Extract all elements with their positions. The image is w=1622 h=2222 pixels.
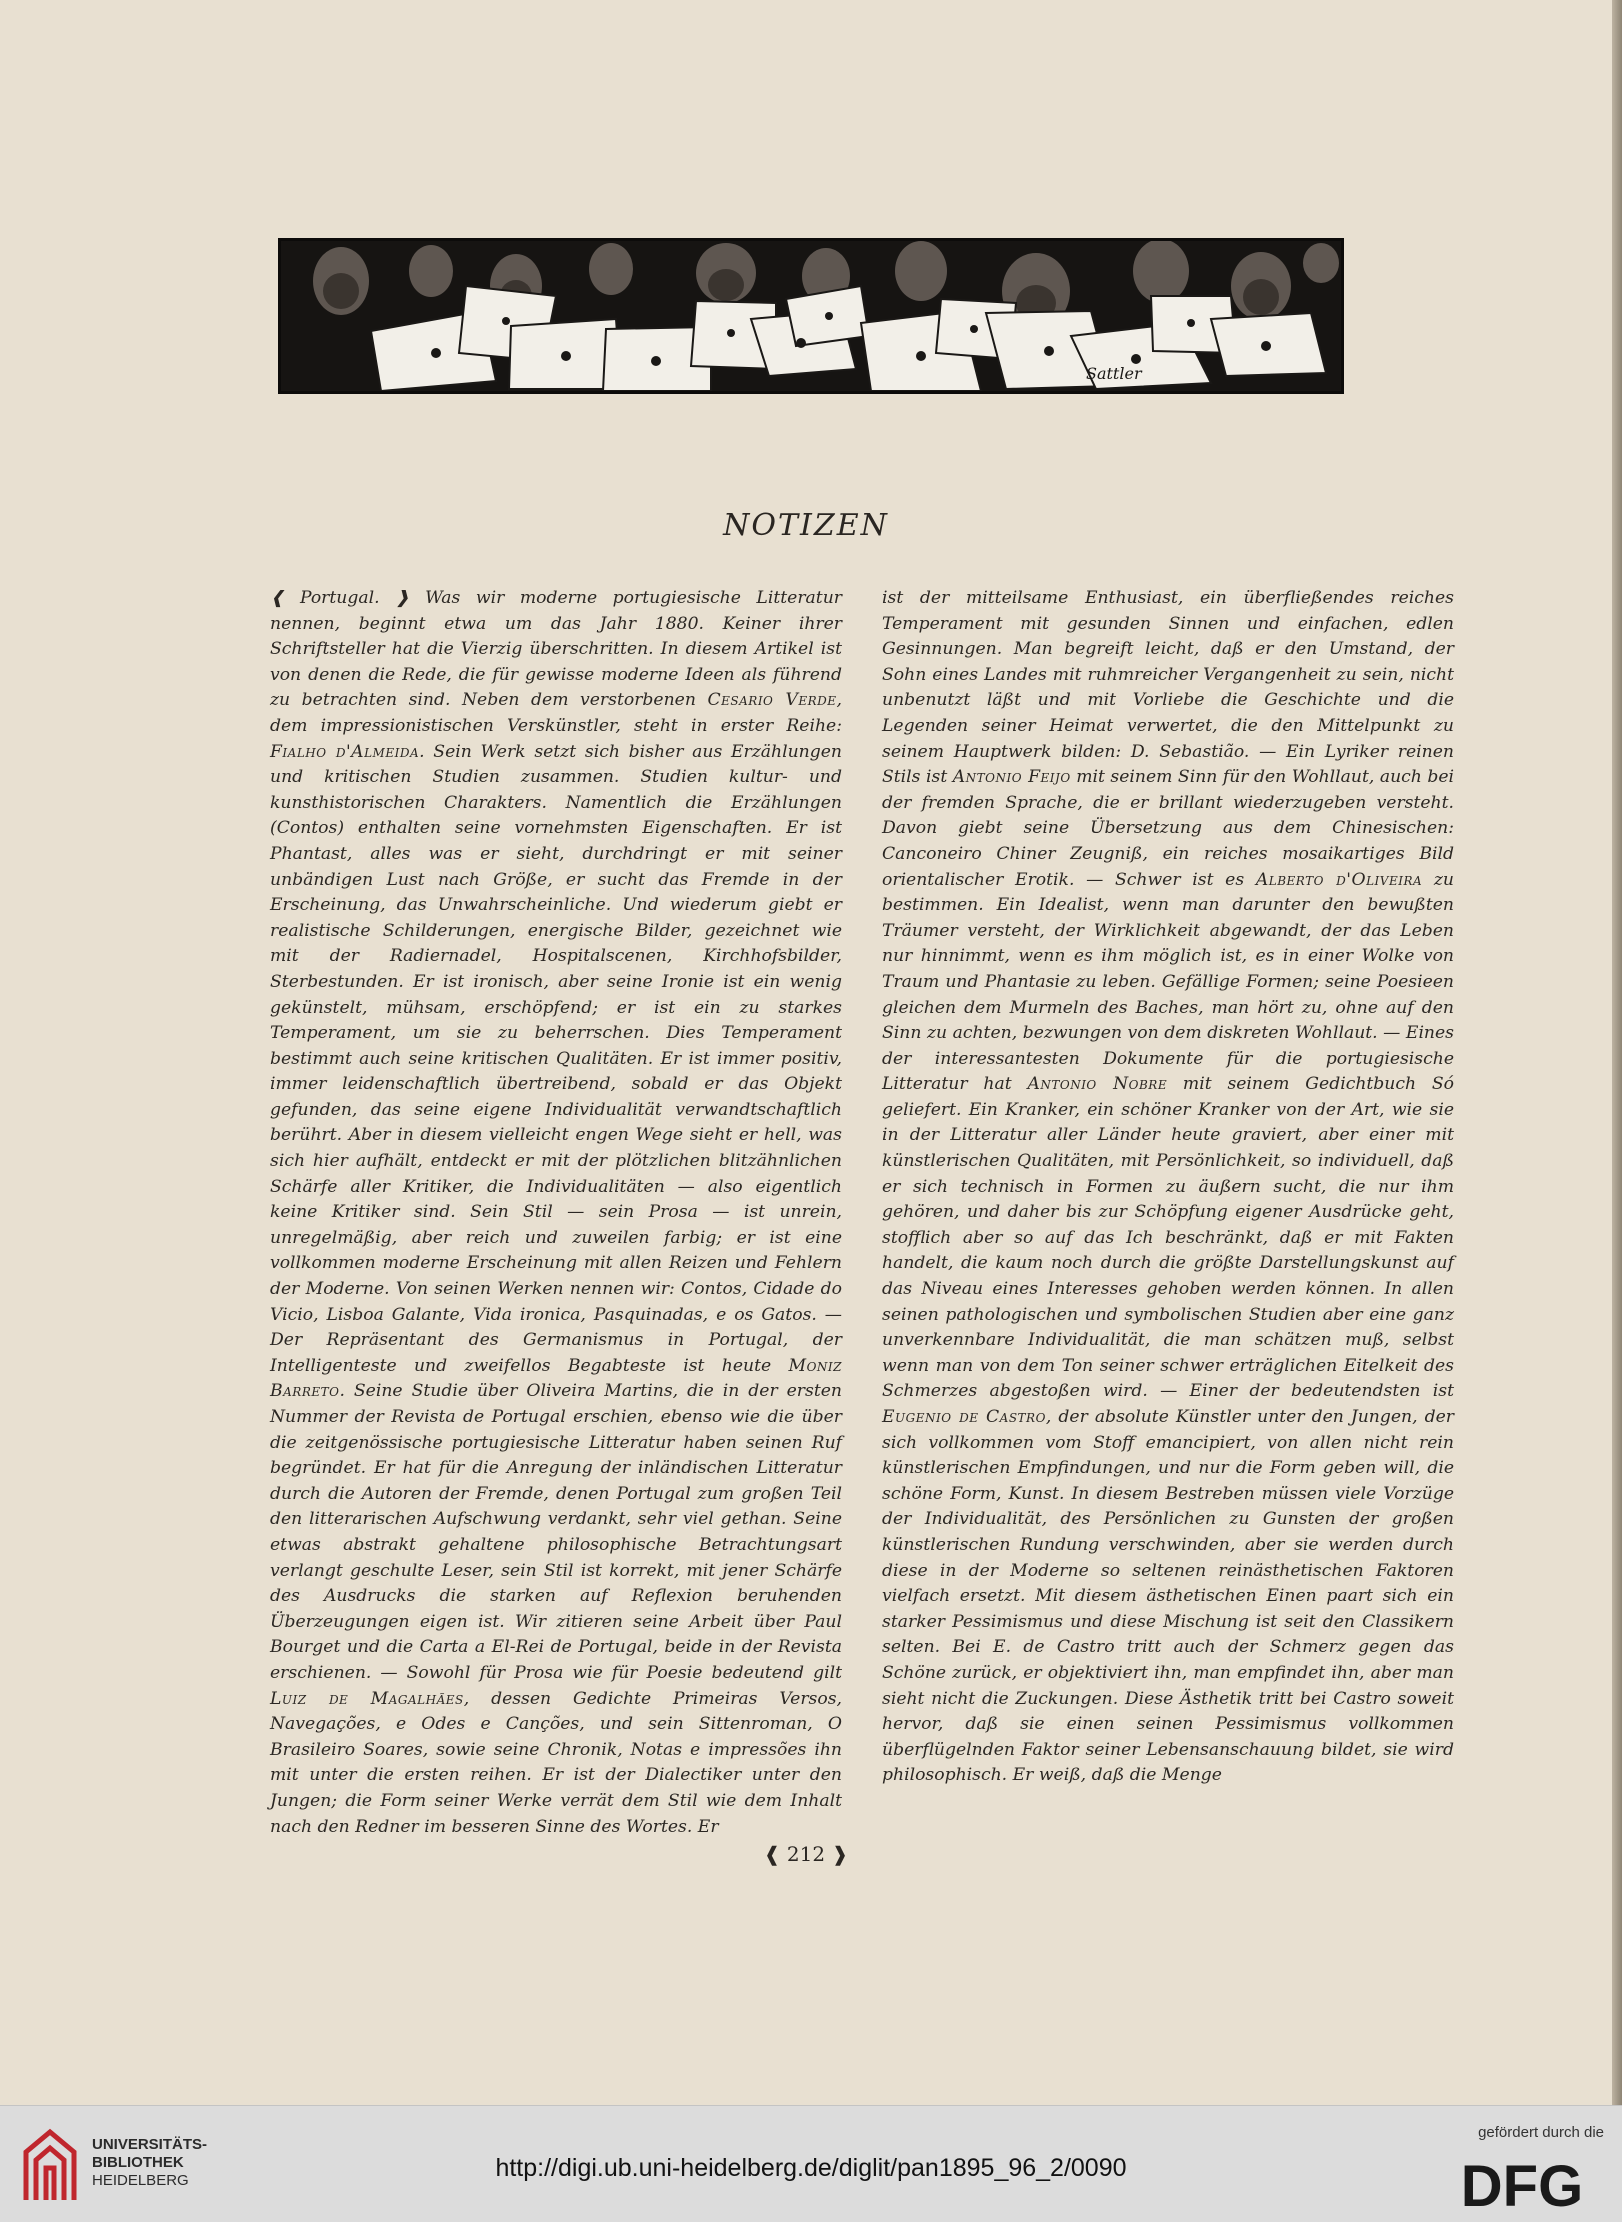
right-column <box>882 586 1454 1789</box>
dfg-logo-icon <box>1442 2156 1602 2212</box>
viewer-footer <box>0 2105 1622 2222</box>
banner-illustration <box>281 241 1341 391</box>
author-name: Cesario Verde <box>707 690 837 711</box>
author-name: Moniz Barreto <box>270 1355 842 1402</box>
author-name: Antonio Nobre <box>1027 1074 1168 1095</box>
author-name: Fialho d'Almeida <box>270 741 420 762</box>
author-name: Alberto d'Oliveira <box>1255 869 1423 890</box>
funding-caption: gefördert durch die <box>1478 2124 1604 2141</box>
university-library-name: UNIVERSITÄTS- BIBLIOTHEK HEIDELBERG <box>92 2136 208 2189</box>
illustrated-banner <box>278 238 1344 394</box>
author-name: Antonio Feijo <box>952 767 1071 788</box>
section-heading: NOTIZEN <box>723 508 889 543</box>
author-name: Luiz de Magalhães <box>270 1688 464 1709</box>
right-column-paragraph: ist der mitteilsame Enthusiast, ein überfließendes reiches Temperament mit gesunden Sinnen und einfachen, edlen Gesinnungen. Man begreift leicht, daß er den Umstand, der Sohn eines Landes mit ruhmreicher Vergangenheit zu sein, nicht unbenutzt läßt und mit Vorliebe die Geschichte und die Legenden seiner Heimat verwertet, die den Mittelpunkt zu seinem Hauptwerk bilden: D. Sebastião. — Ein Lyriker reinen Stils ist Antonio Feijo mit seinem Sinn für den Wohllaut, auch bei der fremden Sprache, die er brillant wiederzugeben versteht. Davon giebt seine Übersetzung aus dem Chinesischen: Canconeiro Chiner Zeugniß, ein reiches mosaikartiges Bild orientalischer Erotik. — Schwer ist es Alberto d'Oliveira zu bestimmen. Ein Idealist, wenn man darunter den bewußten Träumer versteht, der Wirklichkeit abgewandt, der das Leben nur hinnimmt, wenn es ihm möglich ist, es in einer Wolke von Traum und Phantasie zu leben. Gefällige Formen; seine Poesieen gleichen dem Murmeln des Baches, man hört zu, ohne auf den Sinn zu achten, bezwungen von dem diskreten Wohllaut. — Eines der interessantesten Dokumente für die portugiesische Litteratur hat Antonio Nobre mit seinem Gedichtbuch Só geliefert. Ein Kranker, ein schöner Kranker von der Art, wie sie in der Litteratur aller Länder heute graviert, aber einer mit künstlerischen Qualitäten, mit Persönlichkeit, so individuell, daß er sich technisch in Formen zu äußern sucht, die nur ihm gehören, und daher bis zur Schöpfung eigener Ausdrücke geht, stofflich aber so auf das Ich beschränkt, daß er mit Fakten handelt, die kaum noch durch die größte Darstellungskunst auf das Niveau eines Interesses gehoben werden können. In allen seinen pathologischen und symbolischen Studien aber eine ganz unverkennbare Individualität, die man schätzen muß, selbst wenn man von dem Ton seiner schwer erträglichen Eitelkeit des Schmerzes abgestoßen wird. — Einer der bedeutendsten ist Eugenio de Castro, der absolute Künstler unter den Jungen, der sich vollkommen vom Stoff emancipiert, von allen nicht rein künstlerischen Empfindungen, und nur die Form geben will, die schöne Form, Kunst. In diesem Bestreben müssen viele Vorzüge der Individualität, des Persönlichen zu Gunsten der großen künstlerischen Rundung verschwinden, aber sie werden durch diese in der Moderne so seltenen reinästhetischen Faktoren vielfach ersetzt. Mit diesem ästhetischen Einen paart sich ein starker Pessimismus und diese Mischung ist seit den Classikern selten. Bei E. de Castro tritt auch der Schmerz gegen das Schöne zurück, er objektiviert ihn, man empfindet ihn, aber man sieht nicht die Zuckungen. Diese Ästhetik tritt bei Castro soweit hervor, daß sie einen seinen Pessimismus vollkommen überflügelnden Faktor seiner Lebensanschauung bildet, sie wird philosophisch. Er weiß, daß die Menge <box>882 588 1455 1786</box>
author-name: Eugenio de Castro <box>882 1407 1046 1427</box>
page-number: ❰ 212 ❱ <box>763 1842 849 1866</box>
document-url-link[interactable]: http://digi.ub.uni-heidelberg.de/diglit/pan1895_96_2/0090 <box>495 2154 1127 2182</box>
banner-signature: Sattler <box>1086 364 1142 383</box>
left-column-paragraph: ❰ Portugal. ❱ Was wir moderne portugiesische Litteratur nennen, beginnt etwa um das Jahr 1880. Keiner ihrer Schriftsteller hat die Vierzig überschritten. In diesem Artikel ist von denen die Rede, die für gewisse moderne Ideen als führend zu betrachten sind. Neben dem verstorbenen Cesario Verde, dem impressionistischen Verskünstler, steht in erster Reihe: Fialho d'Almeida. Sein Werk setzt sich bisher aus Erzählungen und kritischen Studien zusammen. Studien kultur- und kunsthistorischen Charakters. Namentlich die Erzählungen (Contos) enthalten seine vornehmsten Eigenschaften. Er ist Phantast, alles was er sieht, durchdringt er mit seiner unbändigen Lust nach Größe, er sucht das Fremde in der Erscheinung, das Unwahrscheinliche. Und wiederum giebt er realistische Schilderungen, energische Bilder, gezeichnet wie mit der Radiernadel, Hospitalscenen, Kirchhofsbilder, Sterbestunden. Er ist ironisch, aber seine Ironie ist ein wenig gekünstelt, mühsam, erschöpfend; er ist ein zu starkes Temperament, um sie zu beherrschen. Dies Temperament bestimmt auch seine kritischen Qualitäten. Er ist immer positiv, immer leidenschaftlich übertreibend, sobald er das Objekt gefunden, das seine eigene Individualität verwandtschaftlich berührt. Aber in diesem vielleicht engen Wege sieht er hell, was sich hier aufhält, entdeckt er mit der plötzlichen blitzähnlichen Schärfe aller Kritiker, die Individualitäten — also eigentlich keine Kritiker sind. Sein Stil — sein Prosa — ist unrein, unregelmäßig, aber reich und zuweilen farbig; er ist eine vollkommen moderne Erscheinung mit allen Reizen und Fehlern der Moderne. Von seinen Werken nennen wir: Contos, Cidade do Vicio, Lisboa Galante, Vida ironica, Pasquinadas, e os Gatos. — Der Repräsentant des Germanismus in Portugal, der Intelligenteste und zweifellos Begabteste ist heute Moniz Barreto. Seine Studie über Oliveira Martins, die in der ersten Nummer der Revista de Portugal erschien, ebenso wie die über die zeitgenössische portugiesische Litteratur haben seinen Ruf begründet. Er hat für die Anregung der inländischen Litteratur durch die Autoren der Fremde, denen Portugal zum großen Teil den litterarischen Aufschwung verdankt, sehr viel gethan. Seine etwas abstrakt gehaltene philosophische Betrachtungsart verlangt geschulte Leser, sein Stil ist korrekt, mit jener Schärfe des Ausdrucks die starken auf Reflexion beruhenden Überzeugungen eigen ist. Wir zitieren seine Arbeit über Paul Bourget und die Carta a El-Rei de Portugal, beide in der Revista erschienen. — Sowohl für Prosa wie für Poesie bedeutend gilt Luiz de Magalhães, dessen Gedichte Primeiras Versos, Navegações, e Odes e Canções, und sein Sittenroman, O Brasileiro Soares, sowie seine Chronik, Notas e impressões ihn mit unter die ersten reihen. Er ist der Dialectiker unter den Jungen; die Form seiner Werke verrät dem Stil wie dem Inhalt nach den Redner im besseren Sinne des Wortes. Er <box>270 588 843 1837</box>
page-edge-shadow <box>1612 0 1622 2105</box>
svg-text:DFG: DFG <box>1460 2156 1584 2212</box>
left-column <box>270 586 842 1840</box>
paragraph-mark-icon: ❰ <box>270 588 300 608</box>
